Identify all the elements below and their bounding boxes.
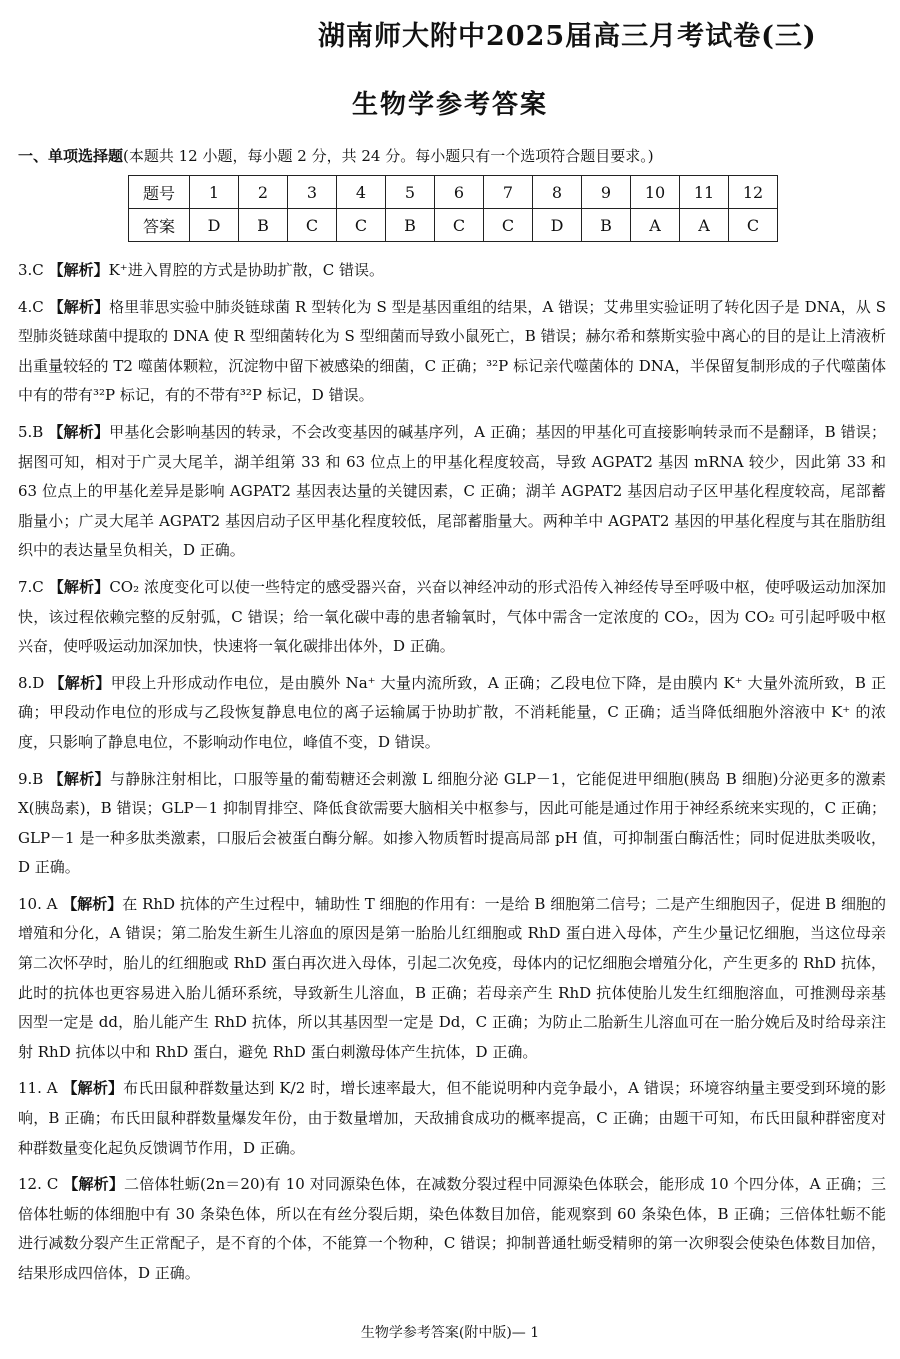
explanation-text: 在 RhD 抗体的产生过程中，辅助性 T 细胞的作用有：一是给 B 细胞第二信号；二是产生细胞因子，促进 B 细胞的增殖和分化，A 错误；第二胎发生新生儿溶血的原因是第一胎胎儿红细胞或 RhD 蛋白进入母体，产生少量记忆细胞，当这位母亲第二次怀孕时，胎儿的红细胞或 RhD 蛋白再次进入母体，引起二次免疫，母体内的记忆细胞会增殖分化，产生更多的 RhD 抗体，此时的抗体也更容易进入胎儿循环系统，导致新生儿溶血，B 正确；若母亲产生 RhD 抗体使胎儿发生红细胞溶血，可推测母亲基因型一定是 dd，胎儿能产生 RhD 抗体，所以其基因型一定是 Dd，C 正确；为防止二胎新生儿溶血可在一胎分娩后及时给母亲注射 RhD 抗体以中和 RhD 蛋白，避免 RhD 蛋白刺激母体产生抗体，D 正确。 <box>18 894 886 1061</box>
explanation-item <box>18 573 886 662</box>
explanation-number: 11. A <box>18 1079 58 1098</box>
answer-cell: C <box>288 209 337 242</box>
school-exam-title: 湖南师大附中2025届高三月考试卷(三) <box>318 21 817 52</box>
explanation-tag: 【解析】 <box>48 577 110 596</box>
question-number-cell: 5 <box>386 176 435 209</box>
explanation-number: 7.C <box>18 577 44 596</box>
explanation-number: 12. C <box>18 1175 59 1194</box>
answer-cell: C <box>435 209 484 242</box>
question-number-cell: 4 <box>337 176 386 209</box>
explanation-text: K⁺进入胃腔的方式是协助扩散，C 错误。 <box>108 261 384 279</box>
explanation-item <box>18 418 886 566</box>
question-number-cell: 8 <box>533 176 582 209</box>
answer-table <box>128 175 778 242</box>
answer-cell: B <box>386 209 435 242</box>
document-title: 生物学参考答案 <box>351 90 548 120</box>
explanation-tag: 【解析】 <box>62 894 123 913</box>
answer-table-answer-label: 答案 <box>129 209 190 242</box>
explanation-text: 布氏田鼠种群数量达到 K/2 时，增长速率最大，但不能说明种内竞争最小，A 错误；环境容纳量主要受到环境的影响，B 正确；布氏田鼠种群数量爆发年份，由于数量增加，天敌捕食成功的概率提高，C 正确；由题干可知，布氏田鼠种群密度对种群数量变化起负反馈调节作用，D 正确。 <box>18 1079 886 1157</box>
answer-cell: C <box>484 209 533 242</box>
explanation-item <box>18 1170 886 1288</box>
explanation-text: 与静脉注射相比，口服等量的葡萄糖还会刺激 L 细胞分泌 GLP－1，它能促进甲细胞(胰岛 B 细胞)分泌更多的激素 X(胰岛素)，B 错误；GLP－1 抑制胃排空、降低食欲需要大脑相关中枢参与，因此可能是通过作用于神经系统来实现的，C 正确；GLP－1 是一种多肽类激素，口服后会被蛋白酶分解。如掺入物质暂时提高局部 pH 值，可抑制蛋白酶活性；同时促进肽类吸收，D 正确。 <box>18 769 886 877</box>
explanation-text: 甲基化会影响基因的转录，不会改变基因的碱基序列，A 正确；基因的甲基化可直接影响转录而不是翻译，B 错误；据图可知，相对于广灵大尾羊，湖羊组第 33 和 63 位点上的甲基化程度较高，导致 AGPAT2 基因 mRNA 较少，因此第 33 和 63 位点上的甲基化差异是影响 AGPAT2 基因表达量的关键因素，C 正确；湖羊 AGPAT2 基因启动子区甲基化程度较高，尾部蓄脂量小；广灵大尾羊 AGPAT2 基因启动子区甲基化程度较低，尾部蓄脂量大。两种羊中 AGPAT2 基因的甲基化程度与其在脂肪组织中的表达量呈负相关，D 正确。 <box>18 422 886 560</box>
answer-table-number-label: 题号 <box>129 176 190 209</box>
explanation-text: 格里菲思实验中肺炎链球菌 R 型转化为 S 型是基因重组的结果，A 错误；艾弗里实验证明了转化因子是 DNA，从 S 型肺炎链球菌中提取的 DNA 使 R 型细菌转化为 S 型细菌而导致小鼠死亡，B 错误；赫尔希和蔡斯实验中离心的目的是让上清液析出重量较轻的 T2 噬菌体颗粒，沉淀物中留下被感染的细菌，C 正确；³²P 标记亲代噬菌体的 DNA，半保留复制形成的子代噬菌体中有的带有³²P 标记，有的不带有³²P 标记，D 错误。 <box>18 297 886 405</box>
answer-cell: A <box>631 209 680 242</box>
explanation-text: 二倍体牡蛎(2n＝20)有 10 对同源染色体，在减数分裂过程中同源染色体联会，能形成 10 个四分体，A 正确；三倍体牡蛎的体细胞中有 30 条染色体，所以在有丝分裂后期，染色体数目加倍，能观察到 60 条染色体，B 正确；三倍体牡蛎不能进行减数分裂产生正常配子，是不育的个体，不能算一个物种，C 错误；抑制普通牡蛎受精卵的第一次卵裂会使染色体数目加倍，结果形成四倍体，D 正确。 <box>18 1175 886 1282</box>
explanation-item <box>18 293 886 411</box>
explanation-number: 5.B <box>18 422 44 441</box>
page-footer: 生物学参考答案(附中版)— 1 <box>360 1325 540 1341</box>
question-number-cell: 2 <box>239 176 288 209</box>
question-number-cell: 7 <box>484 176 533 209</box>
answer-table-number-row <box>129 176 778 209</box>
explanation-tag: 【解析】 <box>48 261 109 279</box>
answer-cell: B <box>582 209 631 242</box>
answer-cell: D <box>190 209 239 242</box>
explanation-tag: 【解析】 <box>48 422 110 441</box>
explanation-number: 9.B <box>18 769 44 788</box>
section-heading <box>18 145 888 166</box>
explanation-tag: 【解析】 <box>49 673 111 692</box>
answer-table-answer-row <box>129 209 778 242</box>
explanation-item <box>18 1074 886 1163</box>
explanation-number: 3.C <box>18 261 44 279</box>
explanation-tag: 【解析】 <box>48 297 110 316</box>
explanation-text: 甲段上升形成动作电位，是由膜外 Na⁺ 大量内流所致，A 正确；乙段电位下降，是由膜内 K⁺ 大量外流所致，B 正确；甲段动作电位的形成与乙段恢复静息电位的离子运输属于协助扩散，不消耗能量，C 正确；适当降低细胞外溶液中 K⁺ 的浓度，只影响了静息电位，不影响动作电位，峰值不变，D 错误。 <box>18 673 886 751</box>
answer-cell: C <box>729 209 778 242</box>
explanation-list <box>18 256 886 1296</box>
question-number-cell: 1 <box>190 176 239 209</box>
question-number-cell: 12 <box>729 176 778 209</box>
answer-cell: A <box>680 209 729 242</box>
explanation-item <box>18 765 886 883</box>
explanation-text: CO₂ 浓度变化可以使一些特定的感受器兴奋，兴奋以神经冲动的形式沿传入神经传导至呼吸中枢，使呼吸运动加深加快，该过程依赖完整的反射弧，C 错误；给一氧化碳中毒的患者输氧时，气体中需含一定浓度的 CO₂，因为 CO₂ 可引起呼吸中枢兴奋，使呼吸运动加深加快，快速将一氧化碳排出体外，D 正确。 <box>18 577 886 656</box>
explanation-tag: 【解析】 <box>48 769 110 788</box>
answer-cell: B <box>239 209 288 242</box>
answer-cell: D <box>533 209 582 242</box>
question-number-cell: 11 <box>680 176 729 209</box>
explanation-item <box>18 256 886 286</box>
explanation-tag: 【解析】 <box>62 1079 124 1098</box>
question-number-cell: 6 <box>435 176 484 209</box>
explanation-number: 4.C <box>18 297 44 316</box>
explanation-tag: 【解析】 <box>63 1175 125 1194</box>
explanation-item <box>18 890 886 1068</box>
answer-cell: C <box>337 209 386 242</box>
question-number-cell: 10 <box>631 176 680 209</box>
explanation-number: 10. A <box>18 894 58 913</box>
question-number-cell: 9 <box>582 176 631 209</box>
section-heading-label: 一、单项选择题 <box>18 147 124 165</box>
section-heading-note: (本题共 12 小题，每小题 2 分，共 24 分。每小题只有一个选项符合题目要求。) <box>123 147 654 165</box>
explanation-number: 8.D <box>18 673 45 692</box>
explanation-item <box>18 669 886 758</box>
question-number-cell: 3 <box>288 176 337 209</box>
